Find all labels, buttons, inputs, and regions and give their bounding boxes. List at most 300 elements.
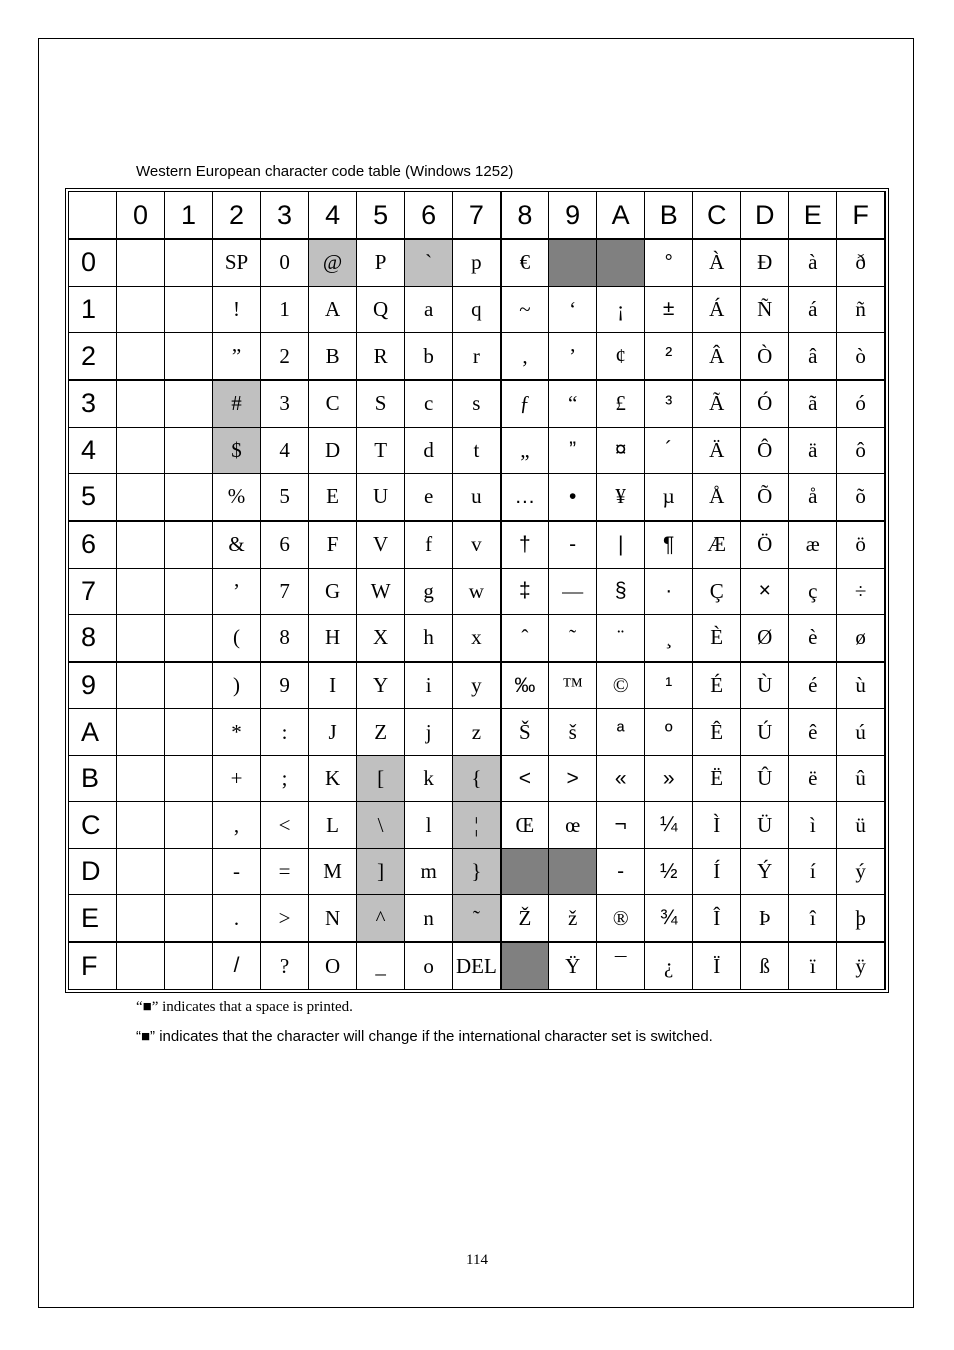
char-cell-fe: ï [789,942,837,989]
column-header-a: A [597,192,645,240]
char-cell-4f: ô [837,427,885,473]
table-body [69,239,886,990]
char-cell-6f: ö [837,521,885,568]
char-cell-7f: ÷ [837,568,885,614]
row-header-9: 9 [69,662,117,709]
char-cell-51 [165,474,213,521]
char-cell-c9: œ [549,802,597,848]
char-cell-55: U [357,474,405,521]
char-cell-95: Y [357,662,405,709]
char-cell-af: ú [837,709,885,755]
char-cell-cf: ü [837,802,885,848]
char-cell-ea: ® [597,895,645,942]
char-cell-57: u [453,474,501,521]
char-cell-63: 6 [261,521,309,568]
table-row [69,521,886,568]
char-cell-4e: ä [789,427,837,473]
char-cell-02: SP [213,239,261,286]
char-cell-f1 [165,942,213,989]
char-cell-b7: { [453,755,501,801]
char-cell-b5: [ [357,755,405,801]
char-cell-3e: ã [789,380,837,427]
char-cell-22: ” [213,333,261,380]
char-cell-0b: ° [645,239,693,286]
char-cell-1d: Ñ [741,286,789,332]
row-header-0: 0 [69,239,117,286]
char-cell-06: ` [405,239,453,286]
char-cell-d5: ] [357,848,405,894]
character-code-table [68,191,886,990]
row-header-6: 6 [69,521,117,568]
char-cell-0c: À [693,239,741,286]
char-cell-54: E [309,474,357,521]
char-cell-be: ë [789,755,837,801]
char-cell-8c: È [693,615,741,662]
row-header-4: 4 [69,427,117,473]
row-header-a: A [69,709,117,755]
char-cell-09 [549,239,597,286]
char-cell-70 [117,568,165,614]
char-cell-14: A [309,286,357,332]
char-cell-5b: µ [645,474,693,521]
char-cell-de: í [789,848,837,894]
char-cell-46: d [405,427,453,473]
char-cell-0d: Ð [741,239,789,286]
char-cell-bb: » [645,755,693,801]
char-cell-52: % [213,474,261,521]
char-cell-88: ˆ [501,615,549,662]
char-cell-fb: ¿ [645,942,693,989]
char-cell-59: • [549,474,597,521]
char-cell-d2: - [213,848,261,894]
char-cell-6b: ¶ [645,521,693,568]
column-header-b: B [645,192,693,240]
char-cell-cd: Ü [741,802,789,848]
char-cell-29: ’ [549,333,597,380]
char-cell-e8: Ž [501,895,549,942]
char-cell-e2: . [213,895,261,942]
char-cell-77: w [453,568,501,614]
table-row [69,474,886,521]
column-header-2: 2 [213,192,261,240]
char-cell-c5: \ [357,802,405,848]
table-caption: Western European character code table (Windows 1252) [136,163,514,180]
char-cell-c2: , [213,802,261,848]
char-cell-eb: ¾ [645,895,693,942]
char-cell-00 [117,239,165,286]
char-cell-18: ~ [501,286,549,332]
char-cell-4c: Ä [693,427,741,473]
char-cell-10 [117,286,165,332]
char-cell-2a: ¢ [597,333,645,380]
table-row [69,895,886,942]
char-cell-b2: + [213,755,261,801]
char-cell-96: i [405,662,453,709]
char-cell-75: W [357,568,405,614]
char-cell-b0 [117,755,165,801]
char-cell-7b: · [645,568,693,614]
char-cell-11 [165,286,213,332]
column-header-0: 0 [117,192,165,240]
char-cell-99: ™ [549,662,597,709]
char-cell-5a: ¥ [597,474,645,521]
char-cell-3b: ³ [645,380,693,427]
code-table-container [65,188,889,993]
char-cell-b4: K [309,755,357,801]
char-cell-04: @ [309,239,357,286]
char-cell-56: e [405,474,453,521]
char-cell-2e: â [789,333,837,380]
char-cell-da: - [597,848,645,894]
char-cell-9c: É [693,662,741,709]
table-row [69,709,886,755]
char-cell-45: T [357,427,405,473]
char-cell-ff: ÿ [837,942,885,989]
char-cell-d7: } [453,848,501,894]
row-header-5: 5 [69,474,117,521]
page-number: 114 [466,1252,488,1268]
table-row [69,380,886,427]
char-cell-ab: º [645,709,693,755]
char-cell-b3: ; [261,755,309,801]
char-cell-e9: ž [549,895,597,942]
char-cell-d9 [549,848,597,894]
char-cell-3a: £ [597,380,645,427]
column-header-d: D [741,192,789,240]
char-cell-4a: ¤ [597,427,645,473]
char-cell-fd: ß [741,942,789,989]
char-cell-5e: å [789,474,837,521]
char-cell-ba: « [597,755,645,801]
char-cell-b6: k [405,755,453,801]
char-cell-1c: Á [693,286,741,332]
char-cell-87: x [453,615,501,662]
char-cell-91 [165,662,213,709]
char-cell-2f: ò [837,333,885,380]
char-cell-44: D [309,427,357,473]
char-cell-6e: æ [789,521,837,568]
char-cell-5d: Õ [741,474,789,521]
char-cell-84: H [309,615,357,662]
char-cell-20 [117,333,165,380]
char-cell-b1 [165,755,213,801]
char-cell-ac: Ê [693,709,741,755]
char-cell-c1 [165,802,213,848]
char-cell-5c: Å [693,474,741,521]
char-cell-9f: ù [837,662,885,709]
char-cell-2c: Â [693,333,741,380]
char-cell-6d: Ö [741,521,789,568]
char-cell-9a: © [597,662,645,709]
char-cell-a9: š [549,709,597,755]
char-cell-aa: ª [597,709,645,755]
char-cell-1b: ± [645,286,693,332]
char-cell-01 [165,239,213,286]
char-cell-dc: Í [693,848,741,894]
row-header-e: E [69,895,117,942]
char-cell-94: I [309,662,357,709]
char-cell-40 [117,427,165,473]
char-cell-1e: á [789,286,837,332]
char-cell-16: a [405,286,453,332]
char-cell-64: F [309,521,357,568]
char-cell-a3: : [261,709,309,755]
char-cell-8a: ¨ [597,615,645,662]
row-header-3: 3 [69,380,117,427]
char-cell-cc: Ì [693,802,741,848]
char-cell-79: — [549,568,597,614]
char-cell-58: … [501,474,549,521]
char-cell-89: ˜ [549,615,597,662]
char-cell-f5: _ [357,942,405,989]
char-cell-7e: ç [789,568,837,614]
char-cell-24: B [309,333,357,380]
char-cell-ef: þ [837,895,885,942]
char-cell-43: 4 [261,427,309,473]
char-cell-34: C [309,380,357,427]
char-cell-39: “ [549,380,597,427]
char-cell-08: € [501,239,549,286]
char-cell-e4: N [309,895,357,942]
char-cell-f3: ? [261,942,309,989]
char-cell-e7: ˜ [453,895,501,942]
char-cell-92: ) [213,662,261,709]
char-cell-a1 [165,709,213,755]
char-cell-3d: Ó [741,380,789,427]
char-cell-68: † [501,521,549,568]
char-cell-bf: û [837,755,885,801]
column-header-row [69,192,886,240]
char-cell-05: P [357,239,405,286]
char-cell-33: 3 [261,380,309,427]
char-cell-e3: > [261,895,309,942]
char-cell-3c: Ã [693,380,741,427]
char-cell-a5: Z [357,709,405,755]
char-cell-61 [165,521,213,568]
char-cell-c8: Œ [501,802,549,848]
char-cell-b9: > [549,755,597,801]
char-cell-7c: Ç [693,568,741,614]
char-cell-25: R [357,333,405,380]
column-header-e: E [789,192,837,240]
char-cell-cb: ¼ [645,802,693,848]
row-header-8: 8 [69,615,117,662]
char-cell-2b: ² [645,333,693,380]
char-cell-e5: ^ [357,895,405,942]
row-header-d: D [69,848,117,894]
char-cell-31 [165,380,213,427]
table-row [69,286,886,332]
row-header-f: F [69,942,117,989]
char-cell-dd: Ý [741,848,789,894]
table-row [69,662,886,709]
char-cell-d6: m [405,848,453,894]
char-cell-3f: ó [837,380,885,427]
column-header-6: 6 [405,192,453,240]
char-cell-e0 [117,895,165,942]
char-cell-86: h [405,615,453,662]
column-header-9: 9 [549,192,597,240]
char-cell-41 [165,427,213,473]
char-cell-72: ’ [213,568,261,614]
char-cell-85: X [357,615,405,662]
char-cell-0a [597,239,645,286]
char-cell-73: 7 [261,568,309,614]
char-cell-71 [165,568,213,614]
column-header-5: 5 [357,192,405,240]
table-row [69,615,886,662]
char-cell-db: ½ [645,848,693,894]
char-cell-c0 [117,802,165,848]
char-cell-1a: ¡ [597,286,645,332]
row-header-b: B [69,755,117,801]
char-cell-a7: z [453,709,501,755]
char-cell-32: # [213,380,261,427]
char-cell-50 [117,474,165,521]
char-cell-c4: L [309,802,357,848]
table-row [69,333,886,380]
char-cell-f0 [117,942,165,989]
char-cell-df: ý [837,848,885,894]
char-cell-19: ‘ [549,286,597,332]
char-cell-a4: J [309,709,357,755]
char-cell-bc: Ë [693,755,741,801]
column-header-7: 7 [453,192,501,240]
char-cell-4d: Ô [741,427,789,473]
char-cell-6a: | [597,521,645,568]
char-cell-0f: ð [837,239,885,286]
char-cell-d1 [165,848,213,894]
note-space-printed: “■” indicates that a space is printed. [136,999,353,1015]
char-cell-a0 [117,709,165,755]
char-cell-81 [165,615,213,662]
char-cell-f9: Ÿ [549,942,597,989]
table-row [69,942,886,989]
char-cell-21 [165,333,213,380]
char-cell-d4: M [309,848,357,894]
char-cell-83: 8 [261,615,309,662]
char-cell-5f: õ [837,474,885,521]
column-header-f: F [837,192,885,240]
char-cell-65: V [357,521,405,568]
table-row [69,427,886,473]
char-cell-ee: î [789,895,837,942]
char-cell-e1 [165,895,213,942]
char-cell-2d: Ò [741,333,789,380]
char-cell-ad: Ú [741,709,789,755]
char-cell-78: ‡ [501,568,549,614]
char-cell-66: f [405,521,453,568]
char-cell-f7: DEL [453,942,501,989]
note-international-charset: “■” indicates that the character will change if the international character set is switched. [136,1028,713,1045]
char-cell-42: $ [213,427,261,473]
char-cell-80 [117,615,165,662]
char-cell-8b: ¸ [645,615,693,662]
char-cell-d0 [117,848,165,894]
char-cell-d8 [501,848,549,894]
char-cell-9e: é [789,662,837,709]
char-cell-8d: Ø [741,615,789,662]
char-cell-a6: j [405,709,453,755]
char-cell-c6: l [405,802,453,848]
table-row [69,755,886,801]
char-cell-03: 0 [261,239,309,286]
char-cell-a2: * [213,709,261,755]
char-cell-90 [117,662,165,709]
table-row [69,239,886,286]
char-cell-69: - [549,521,597,568]
char-cell-a8: Š [501,709,549,755]
char-cell-47: t [453,427,501,473]
table-row [69,802,886,848]
char-cell-bd: Û [741,755,789,801]
char-cell-f6: o [405,942,453,989]
char-cell-67: v [453,521,501,568]
column-header-8: 8 [501,192,549,240]
char-cell-d3: = [261,848,309,894]
table-row [69,568,886,614]
char-cell-74: G [309,568,357,614]
char-cell-f8 [501,942,549,989]
char-cell-c7: ¦ [453,802,501,848]
char-cell-93: 9 [261,662,309,709]
char-cell-15: Q [357,286,405,332]
char-cell-12: ! [213,286,261,332]
char-cell-36: c [405,380,453,427]
char-cell-e6: n [405,895,453,942]
char-cell-53: 5 [261,474,309,521]
char-cell-b8: < [501,755,549,801]
column-header-3: 3 [261,192,309,240]
char-cell-60 [117,521,165,568]
table-row [69,848,886,894]
char-cell-97: y [453,662,501,709]
char-cell-f4: O [309,942,357,989]
char-cell-1f: ñ [837,286,885,332]
char-cell-07: p [453,239,501,286]
column-header-1: 1 [165,192,213,240]
char-cell-ca: ¬ [597,802,645,848]
char-cell-48: „ [501,427,549,473]
char-cell-c3: < [261,802,309,848]
char-cell-8f: ø [837,615,885,662]
char-cell-8e: è [789,615,837,662]
column-header-c: C [693,192,741,240]
char-cell-0e: à [789,239,837,286]
char-cell-13: 1 [261,286,309,332]
char-cell-fc: Ï [693,942,741,989]
char-cell-30 [117,380,165,427]
char-cell-fa: ¯ [597,942,645,989]
char-cell-27: r [453,333,501,380]
char-cell-ce: ì [789,802,837,848]
char-cell-9d: Ù [741,662,789,709]
char-cell-ed: Þ [741,895,789,942]
char-cell-4b: ´ [645,427,693,473]
char-cell-82: ( [213,615,261,662]
corner-cell [69,192,117,240]
char-cell-49: ” [549,427,597,473]
row-header-1: 1 [69,286,117,332]
char-cell-6c: Æ [693,521,741,568]
column-header-4: 4 [309,192,357,240]
char-cell-23: 2 [261,333,309,380]
char-cell-38: ƒ [501,380,549,427]
row-header-7: 7 [69,568,117,614]
char-cell-62: & [213,521,261,568]
row-header-2: 2 [69,333,117,380]
char-cell-7a: § [597,568,645,614]
